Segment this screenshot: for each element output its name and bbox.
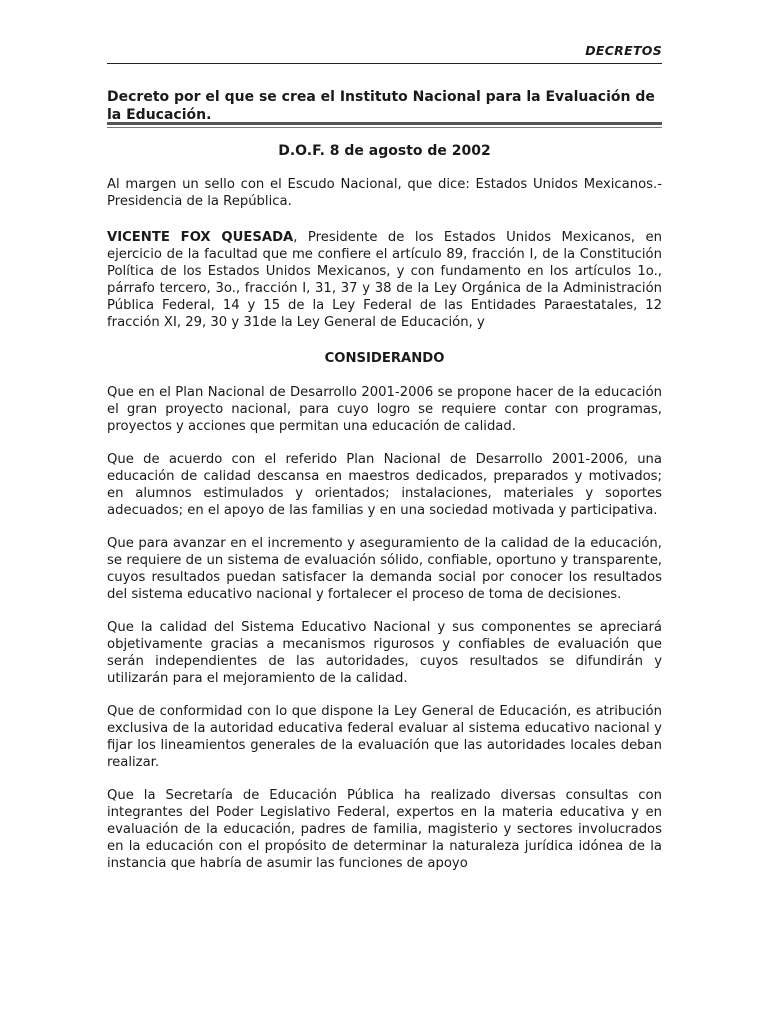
decree-body (107, 176, 662, 888)
section-header-label: DECRETOS (585, 43, 662, 58)
considerando-heading: CONSIDERANDO (324, 351, 445, 366)
president-paragraph (107, 229, 662, 331)
dof-date: D.O.F. 8 de agosto de 2002 (278, 143, 491, 159)
decree-title: Decreto por el que se crea el Instituto Nacional para la Evaluación de la Educación. (107, 89, 655, 123)
seal-paragraph: Al margen un sello con el Escudo Nacional, que dice: Estados Unidos Mexicanos.- Presidencia de la República. (107, 177, 662, 209)
considerando-paragraph: Que en el Plan Nacional de Desarrollo 2001-2006 se propone hacer de la educación el gran proyecto nacional, para cuyo logro se requiere contar con programas, proyectos y acciones que permitan una educación de calidad. (107, 385, 662, 434)
president-paragraph-text: , Presidente de los Estados Unidos Mexicanos, en ejercicio de la facultad que me confiere el artículo 89, fracción I, de la Constitución Política de los Estados Unidos Mexicanos, y con fundamento en los artículos 1o., párrafo tercero, 3o., fracción I, 31, 37 y 38 de la Ley Orgánica de la Administración Pública Federal, 14 y 15 de la Ley Federal de las Entidades Paraestatales, 12 fracción XI, 29, 30 y 31de la Ley General de Educación, y (107, 230, 662, 330)
header-rule (107, 63, 662, 64)
president-name: VICENTE FOX QUESADA (107, 230, 294, 245)
considerando-paragraph: Que de acuerdo con el referido Plan Nacional de Desarrollo 2001-2006, una educación de calidad descansa en maestros dedicados, preparados y motivados; en alumnos estimulados y orientados; instalaciones, materiales y soportes adecuados; en el apoyo de las familias y en una sociedad motivada y participativa. (107, 452, 662, 518)
title-rule-thin (107, 127, 662, 128)
considerando-paragraph: Que de conformidad con lo que dispone la Ley General de Educación, es atribución exclusiva de la autoridad educativa federal evaluar al sistema educativo nacional y fijar los lineamientos generales de la evaluación que las autoridades locales deban realizar. (107, 704, 662, 770)
considerando-paragraph: Que para avanzar en el incremento y aseguramiento de la calidad de la educación, se requiere de un sistema de evaluación sólido, confiable, oportuno y transparente, cuyos resultados puedan satisfacer la demanda social por conocer los resultados del sistema educativo nacional y fortalecer el proceso de toma de decisiones. (107, 536, 662, 602)
title-rule-thick (107, 122, 662, 125)
considerando-paragraph: Que la Secretaría de Educación Pública ha realizado diversas consultas con integrantes del Poder Legislativo Federal, expertos en la materia educativa y en evaluación de la educación, padres de familia, magisterio y sectores involucrados en la educación con el propósito de determinar la naturaleza jurídica idónea de la instancia que habría de asumir las funciones de apoyo (107, 788, 662, 871)
considerando-paragraph: Que la calidad del Sistema Educativo Nacional y sus componentes se apreciará objetivamente gracias a mecanismos rigurosos y confiables de evaluación que serán independientes de las autoridades, cuyos resultados se difundirán y utilizarán para el mejoramiento de la calidad. (107, 620, 662, 686)
